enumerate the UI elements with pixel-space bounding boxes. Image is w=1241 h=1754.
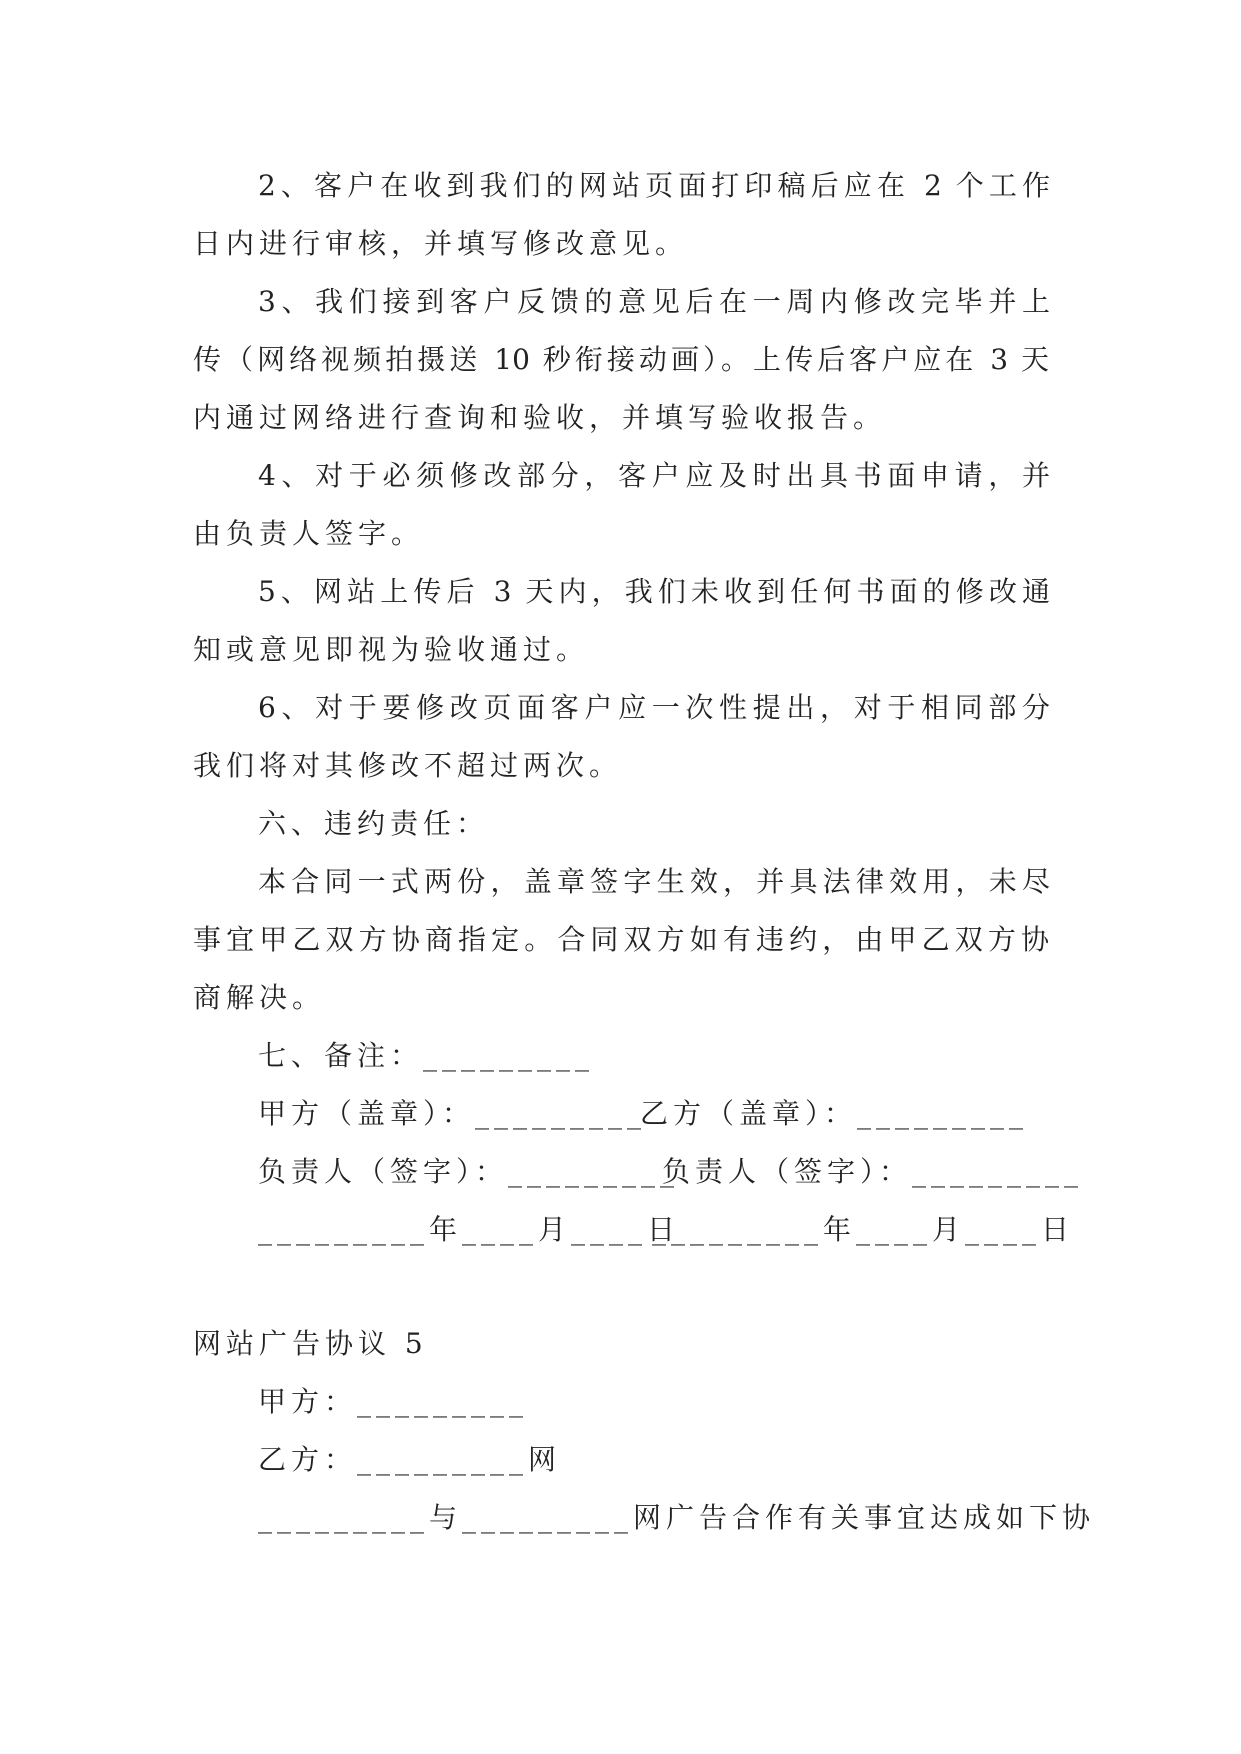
party-a-responsible-line: 负责人（签字）：_________: [258, 1155, 680, 1188]
agreement-5-intro: _________与_________网广告合作有关事宜达成如下协: [258, 1501, 1096, 1534]
party-b-date-line: _________年____月____日: [652, 1213, 1075, 1246]
section-6-line-3: 商解决。: [193, 981, 326, 1014]
party-b-seal-line: 乙方（盖章）：_________: [640, 1097, 1029, 1130]
section-6-line-2: 事宜甲乙双方协商指定。合同双方如有违约，由甲乙双方协: [193, 923, 1049, 956]
party-a-seal-line: 甲方（盖章）：_________: [258, 1097, 647, 1130]
section-7-remark: 七、备注：_________: [258, 1039, 595, 1072]
clause-6-line-1: 6、对于要修改页面客户应一次性提出，对于相同部分: [258, 691, 1050, 724]
agreement-5-party-b: 乙方：_________网: [258, 1443, 562, 1476]
clause-4-line-1: 4、对于必须修改部分，客户应及时出具书面申请，并: [258, 459, 1050, 492]
section-6-line-1: 本合同一式两份，盖章签字生效，并具法律效用，未尽: [258, 865, 1050, 898]
clause-3-line-3: 内通过网络进行查询和验收，并填写验收报告。: [193, 401, 887, 434]
agreement-5-title: 网站广告协议 5: [193, 1327, 428, 1360]
clause-5-line-1: 5、网站上传后 3 天内，我们未收到任何书面的修改通: [258, 575, 1050, 608]
agreement-5-party-a: 甲方：_________: [258, 1385, 529, 1418]
party-a-date-line: _________年____月____日: [258, 1213, 681, 1246]
section-6-heading: 六、违约责任：: [258, 807, 490, 840]
clause-6-line-2: 我们将对其修改不超过两次。: [193, 749, 623, 782]
clause-3-line-1: 3、我们接到客户反馈的意见后在一周内修改完毕并上: [258, 285, 1050, 318]
clause-2-line-2: 日内进行审核，并填写修改意见。: [193, 227, 689, 260]
clause-2-line-1: 2、客户在收到我们的网站页面打印稿后应在 2 个工作: [258, 169, 1050, 202]
party-b-responsible-line: 负责人（签字）：_________: [662, 1155, 1084, 1188]
clause-4-line-2: 由负责人签字。: [193, 517, 425, 550]
clause-5-line-2: 知或意见即视为验收通过。: [193, 633, 590, 666]
clause-3-line-2: 传（网络视频拍摄送 10 秒衔接动画）。上传后客户应在 3 天: [193, 343, 1049, 376]
